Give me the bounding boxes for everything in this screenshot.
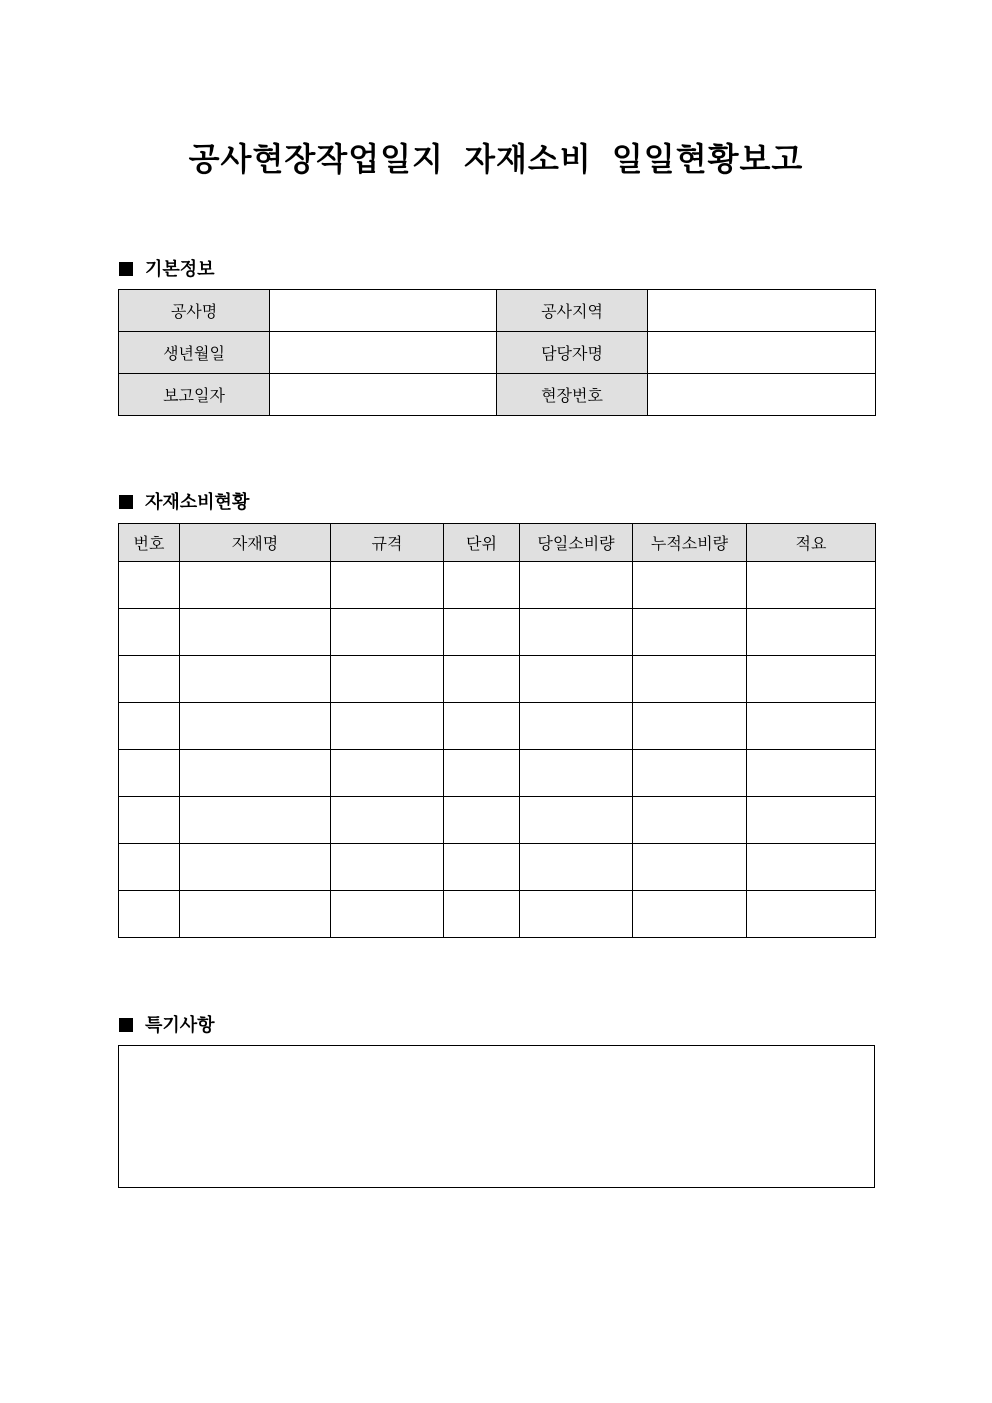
table-cell[interactable] <box>633 562 747 609</box>
table-cell[interactable] <box>747 703 876 750</box>
table-cell[interactable] <box>520 609 633 656</box>
table-cell[interactable] <box>119 703 180 750</box>
table-cell[interactable] <box>119 609 180 656</box>
table-cell[interactable] <box>633 844 747 891</box>
table-cell[interactable] <box>444 562 520 609</box>
table-cell[interactable] <box>747 750 876 797</box>
table-cell[interactable] <box>180 891 331 938</box>
table-row <box>119 290 876 332</box>
header-row <box>119 524 876 562</box>
table-cell[interactable] <box>633 656 747 703</box>
column-header: 당일소비량 <box>520 524 633 562</box>
table-cell[interactable] <box>331 609 444 656</box>
table-cell[interactable] <box>520 797 633 844</box>
column-header: 번호 <box>119 524 180 562</box>
notes-box[interactable] <box>118 1045 875 1188</box>
table-cell[interactable] <box>633 797 747 844</box>
table-cell[interactable] <box>331 891 444 938</box>
table-cell[interactable] <box>119 891 180 938</box>
table-cell[interactable] <box>747 891 876 938</box>
section-material <box>119 488 249 514</box>
table-row <box>119 562 876 609</box>
table-cell[interactable] <box>444 891 520 938</box>
table-cell[interactable] <box>520 844 633 891</box>
label-cell: 현장번호 <box>497 374 648 416</box>
label-cell: 생년월일 <box>119 332 270 374</box>
table-cell[interactable] <box>331 797 444 844</box>
table-cell[interactable] <box>119 562 180 609</box>
label-cell: 담당자명 <box>497 332 648 374</box>
table-row <box>119 797 876 844</box>
column-header: 자재명 <box>180 524 331 562</box>
table-cell[interactable] <box>119 750 180 797</box>
table-cell[interactable] <box>180 656 331 703</box>
table-cell[interactable] <box>444 750 520 797</box>
column-header: 규격 <box>331 524 444 562</box>
table-cell[interactable] <box>520 891 633 938</box>
table-cell[interactable] <box>331 703 444 750</box>
value-cell[interactable] <box>270 332 497 374</box>
square-bullet-icon <box>119 495 133 509</box>
table-cell[interactable] <box>180 562 331 609</box>
table-cell[interactable] <box>119 656 180 703</box>
table-cell[interactable] <box>633 609 747 656</box>
table-row <box>119 332 876 374</box>
label-cell: 공사명 <box>119 290 270 332</box>
table-cell[interactable] <box>444 609 520 656</box>
table-row <box>119 609 876 656</box>
table-cell[interactable] <box>747 844 876 891</box>
table-cell[interactable] <box>633 891 747 938</box>
column-header: 단위 <box>444 524 520 562</box>
material-consumption-table <box>118 523 876 938</box>
table-cell[interactable] <box>180 797 331 844</box>
square-bullet-icon <box>119 1018 133 1032</box>
value-cell[interactable] <box>648 374 876 416</box>
table-cell[interactable] <box>180 750 331 797</box>
table-row <box>119 703 876 750</box>
basic-info-table <box>118 289 876 416</box>
table-row <box>119 374 876 416</box>
table-row <box>119 656 876 703</box>
table-cell[interactable] <box>331 750 444 797</box>
table-cell[interactable] <box>633 750 747 797</box>
table-cell[interactable] <box>331 562 444 609</box>
table-cell[interactable] <box>520 656 633 703</box>
table-cell[interactable] <box>119 797 180 844</box>
table-cell[interactable] <box>444 797 520 844</box>
section-basic-info <box>119 255 215 281</box>
section-notes <box>119 1011 215 1037</box>
table-cell[interactable] <box>180 844 331 891</box>
table-cell[interactable] <box>747 656 876 703</box>
table-cell[interactable] <box>520 750 633 797</box>
table-row <box>119 891 876 938</box>
table-cell[interactable] <box>747 562 876 609</box>
column-header: 누적소비량 <box>633 524 747 562</box>
table-cell[interactable] <box>444 656 520 703</box>
table-cell[interactable] <box>331 656 444 703</box>
label-cell: 보고일자 <box>119 374 270 416</box>
table-cell[interactable] <box>180 703 331 750</box>
table-cell[interactable] <box>747 797 876 844</box>
value-cell[interactable] <box>648 290 876 332</box>
table-cell[interactable] <box>633 703 747 750</box>
document-title: 공사현장작업일지 자재소비 일일현황보고 <box>188 140 804 178</box>
section-heading: 특기사항 <box>145 1015 215 1036</box>
table-cell[interactable] <box>520 562 633 609</box>
section-heading: 자재소비현황 <box>145 492 250 513</box>
value-cell[interactable] <box>648 332 876 374</box>
table-cell[interactable] <box>747 609 876 656</box>
table-cell[interactable] <box>119 844 180 891</box>
table-cell[interactable] <box>331 844 444 891</box>
label-cell: 공사지역 <box>497 290 648 332</box>
table-cell[interactable] <box>180 609 331 656</box>
column-header: 적요 <box>747 524 876 562</box>
value-cell[interactable] <box>270 290 497 332</box>
table-row <box>119 844 876 891</box>
table-cell[interactable] <box>520 703 633 750</box>
section-heading: 기본정보 <box>145 259 215 280</box>
square-bullet-icon <box>119 262 133 276</box>
table-row <box>119 750 876 797</box>
value-cell[interactable] <box>270 374 497 416</box>
table-cell[interactable] <box>444 844 520 891</box>
table-cell[interactable] <box>444 703 520 750</box>
